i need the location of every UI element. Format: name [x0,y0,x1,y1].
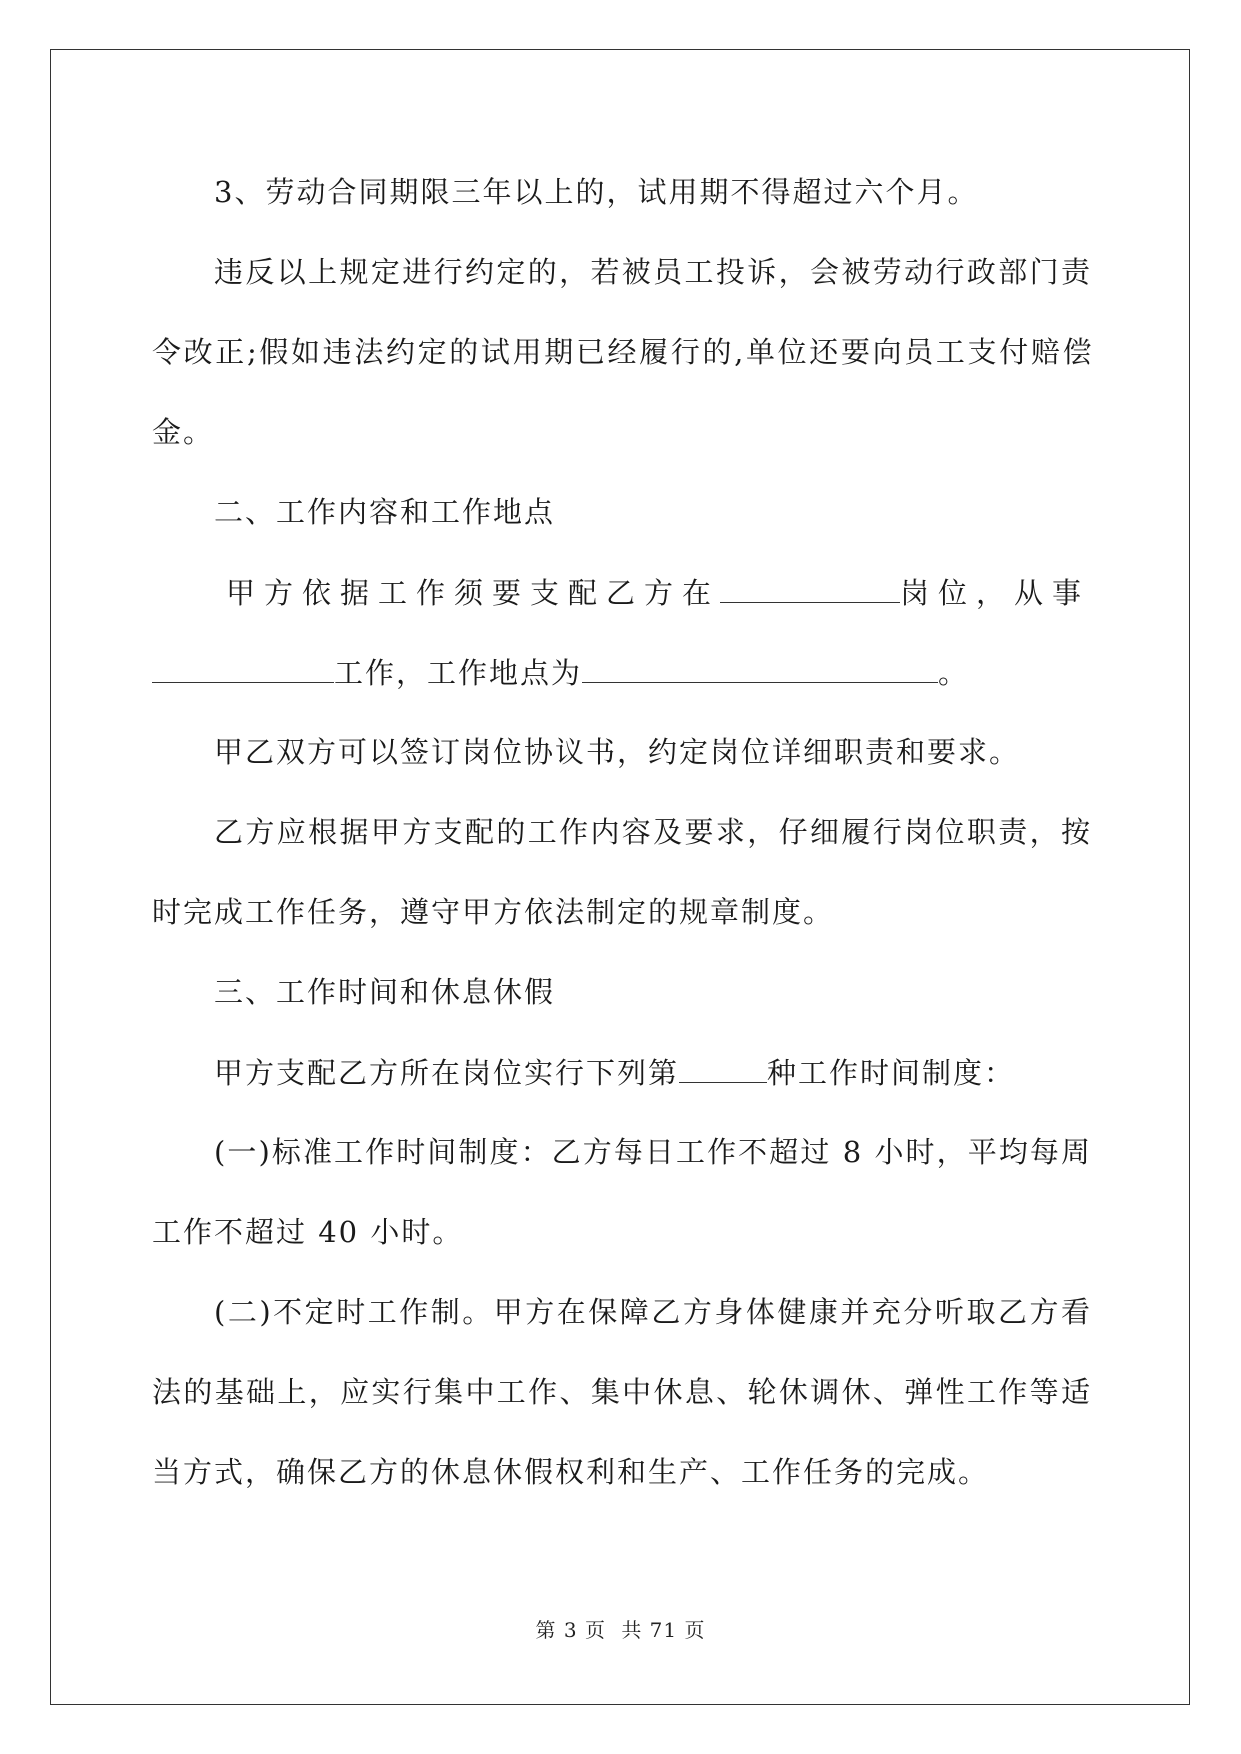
line-text: 。 [938,656,970,690]
paragraph-line [152,652,1092,693]
fill-blank-type [679,1052,767,1083]
paragraph-line: 当方式，确保乙方的休息休假权利和生产、工作任务的完成。 [152,1455,990,1489]
paragraph-line: (二)不定时工作制。甲方在保障乙方身体健康并充分听取乙方看 [214,1295,1092,1329]
paragraph-line: 乙方应根据甲方支配的工作内容及要求，仔细履行岗位职责，按 [214,815,1092,849]
section-heading: 三、工作时间和休息休假 [214,975,556,1009]
line-text: 工作，工作地点为 [334,656,583,690]
paragraph-line [152,1052,1092,1093]
line-text: 甲方依据工作须要支配乙方在 [226,576,721,610]
page-footer [0,1614,1241,1643]
paragraph-line: 法的基础上，应实行集中工作、集中休息、轮休调休、弹性工作等适 [152,1375,1092,1409]
fill-blank-work [152,652,334,683]
paragraph-line: 违反以上规定进行约定的，若被员工投诉，会被劳动行政部门责 [214,255,1092,289]
page-number: 第 3 页 [535,1618,606,1642]
paragraph-line: 甲乙双方可以签订岗位协议书，约定岗位详细职责和要求。 [214,735,1021,769]
fill-blank-location [582,652,938,683]
paragraph-line: (一)标准工作时间制度：乙方每日工作不超过 8 小时，平均每周 [214,1135,1092,1169]
page-total: 共 71 页 [621,1618,706,1642]
paragraph-line: 金。 [152,415,215,449]
paragraph-line: 3、劳动合同期限三年以上的，试用期不得超过六个月。 [214,175,979,209]
paragraph-line [152,572,1166,613]
paragraph-line: 时完成工作任务，遵守甲方依法制定的规章制度。 [152,895,835,929]
paragraph-line: 令改正;假如违法约定的试用期已经履行的,单位还要向员工支付赔偿 [152,335,1092,369]
paragraph-line: 工作不超过 40 小时。 [152,1215,464,1249]
line-text: 甲方支配乙方所在岗位实行下列第 [214,1056,680,1090]
line-text: 岗位，从事 [900,576,1091,610]
fill-blank-position [720,572,900,603]
line-text: 种工作时间制度： [767,1056,1016,1090]
section-heading: 二、工作内容和工作地点 [214,495,556,529]
